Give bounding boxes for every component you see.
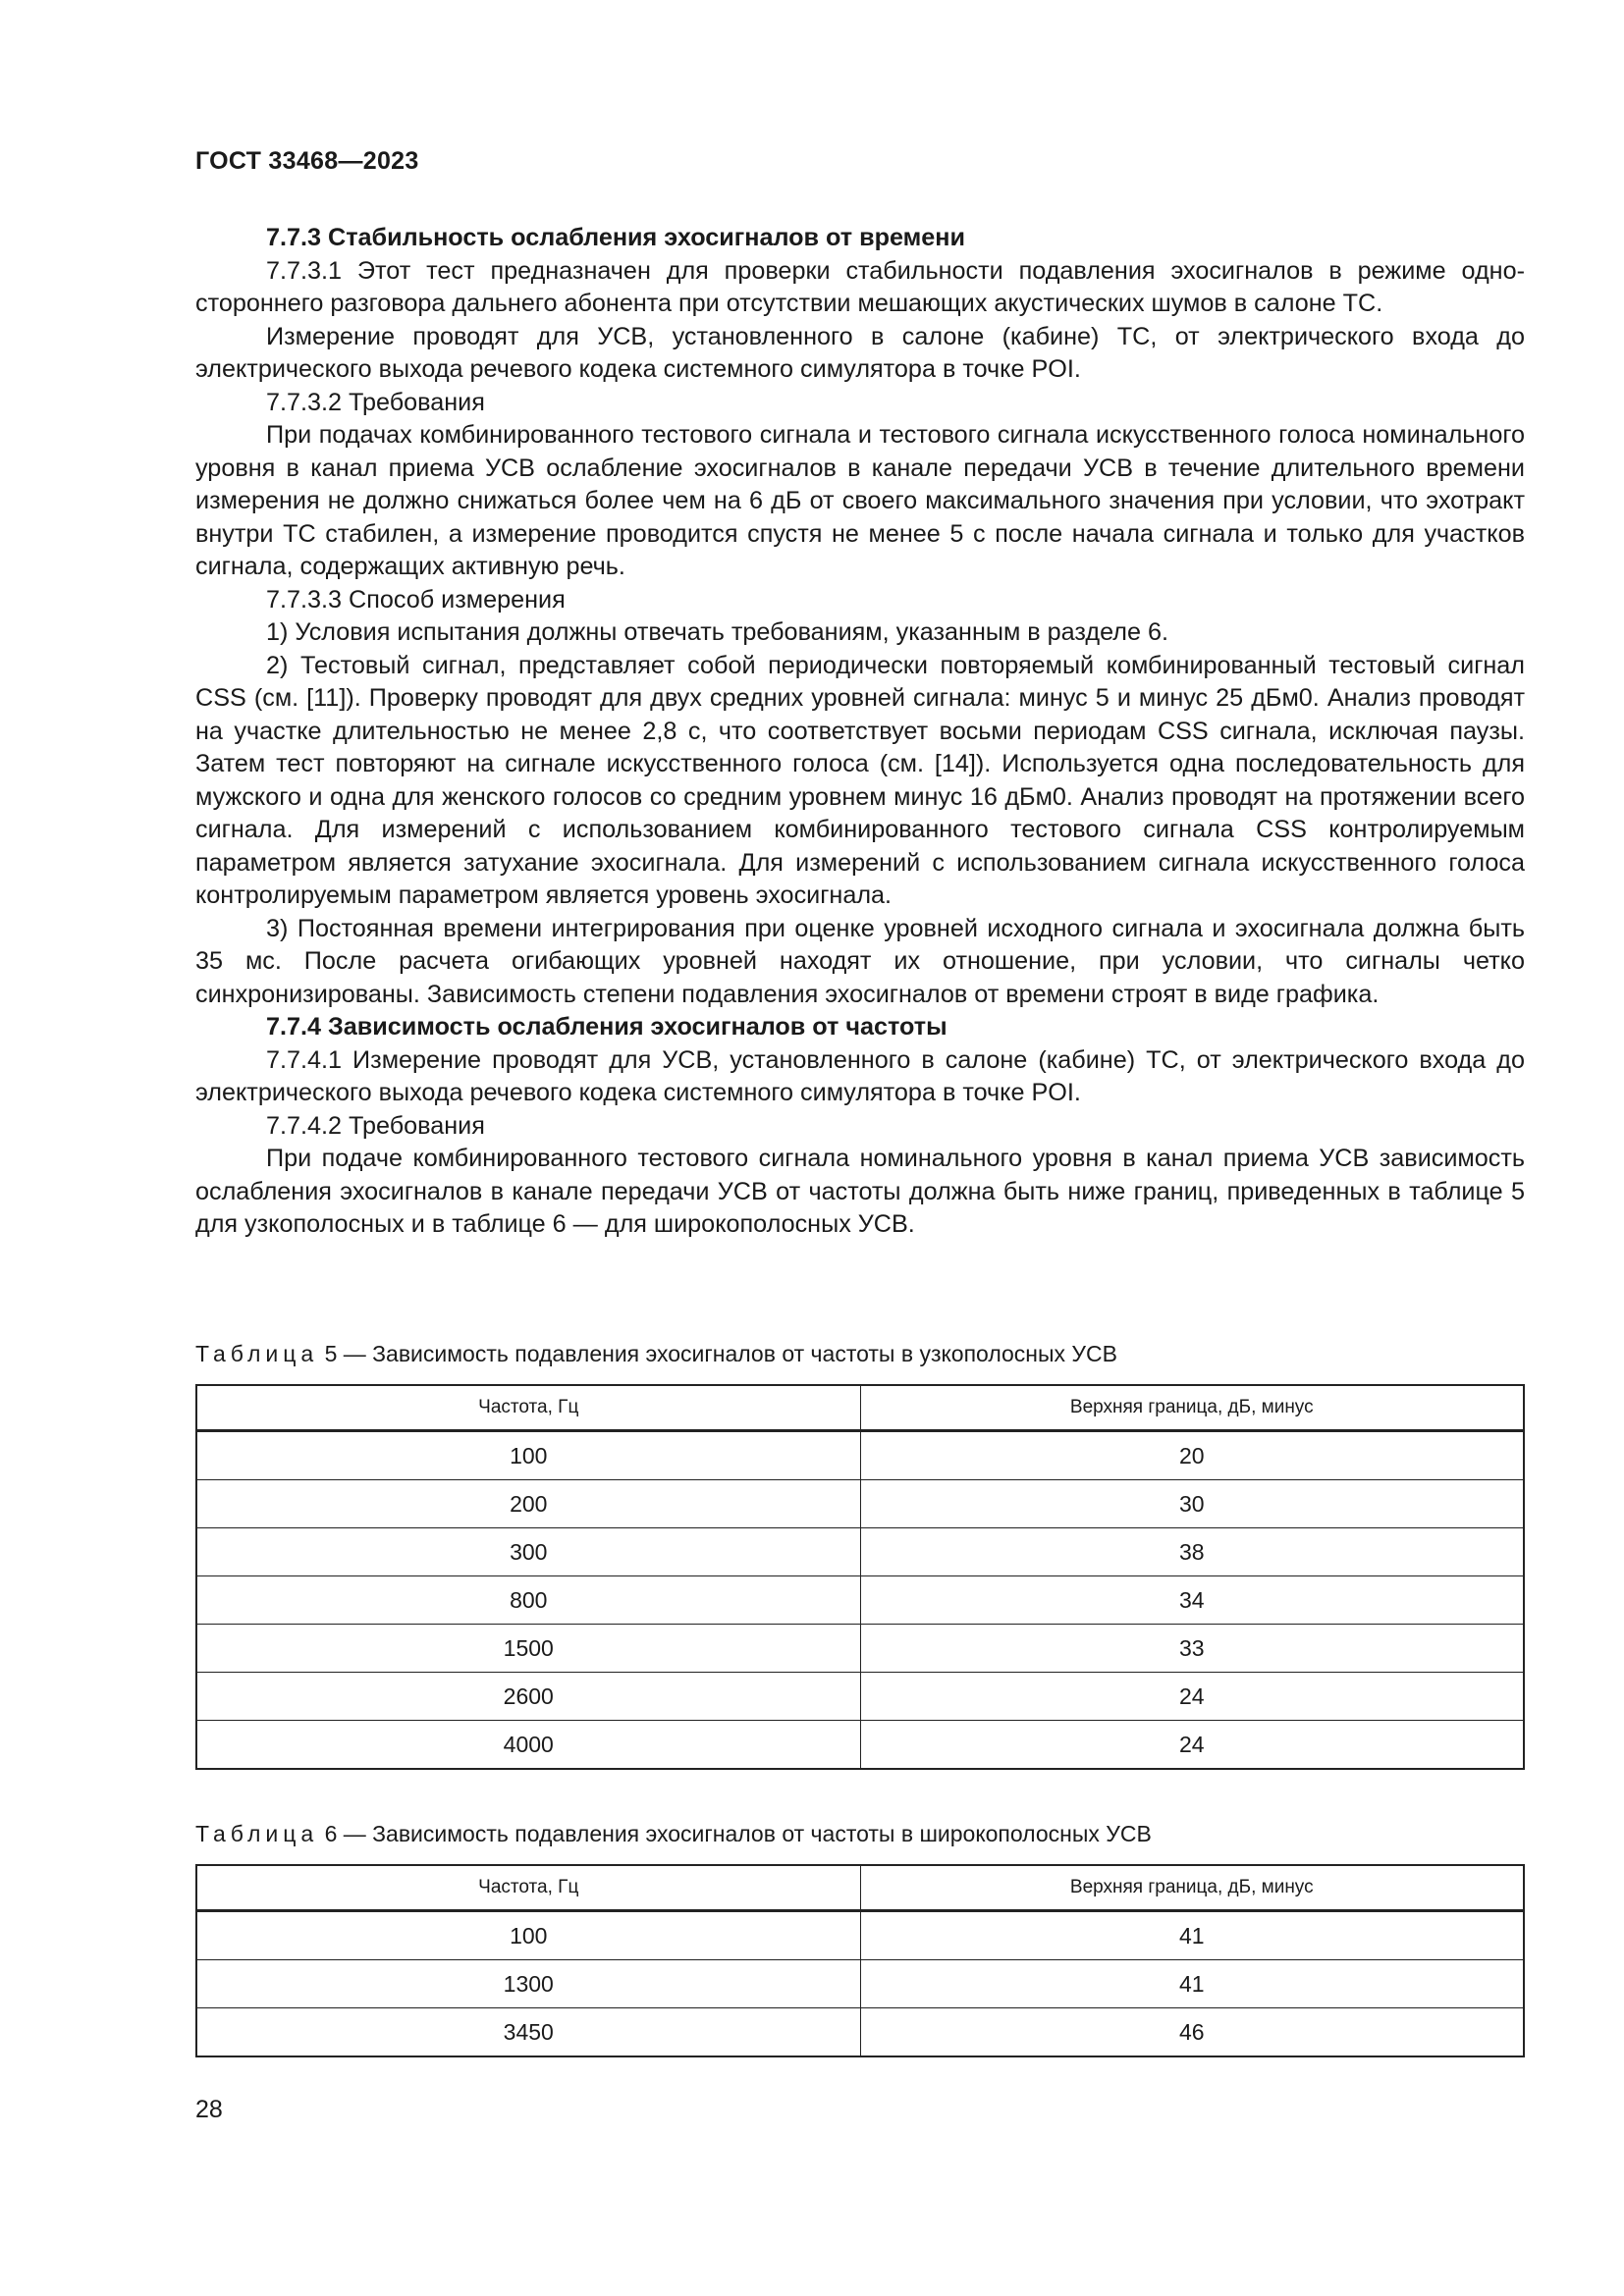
table-row	[196, 1480, 1524, 1528]
page-number: 28	[195, 2096, 223, 2123]
cell-limit: 33	[860, 1625, 1524, 1673]
cell-frequency: 4000	[196, 1721, 860, 1770]
section-heading: 7.7.3 Стабильность ослабления эхосигналов от времени	[266, 224, 965, 251]
cell-limit: 41	[860, 1960, 1524, 2008]
column-header-upper-limit: Верхняя граница, дБ, минус	[860, 1385, 1524, 1431]
column-header-frequency: Частота, Гц	[196, 1385, 860, 1431]
column-header-upper-limit: Верхняя граница, дБ, минус	[860, 1865, 1524, 1911]
cell-frequency: 1500	[196, 1625, 860, 1673]
standard-header: ГОСТ 33468—2023	[195, 147, 419, 175]
cell-limit: 38	[860, 1528, 1524, 1576]
cell-limit: 41	[860, 1911, 1524, 1960]
cell-frequency: 100	[196, 1911, 860, 1960]
table-5	[195, 1384, 1525, 1770]
cell-limit: 20	[860, 1431, 1524, 1480]
table-row	[196, 1528, 1524, 1576]
cell-frequency: 800	[196, 1576, 860, 1625]
table-row	[196, 1673, 1524, 1721]
cell-frequency: 2600	[196, 1673, 860, 1721]
paragraph: При подаче комбинированного тестового сигнала номинального уровня в канал приема УСВ зависимость ослабления эхосигналов в канале передачи УСВ от частоты должна быть ниже границ, приведенных в таблице 5 для узкополосных и в таблице 6 — для широкополосных УСВ.	[195, 1145, 1525, 1238]
paragraph: 3) Постоянная времени интегрирования при оценке уровней исходного сигнала и эхосигнала должна быть 35 мс. После расчета огибающих уровней находят их отношение, при условии, что сигналы четко синхронизированы. Зависимость степени подавления эхосигналов от времени строят в виде графика.	[195, 914, 1525, 1008]
table-row	[196, 1960, 1524, 2008]
cell-limit: 24	[860, 1721, 1524, 1770]
table-5-caption	[195, 1339, 1117, 1368]
paragraph: При подачах комбинированного тестового сигнала и тестового сигнала искусственного голоса номинального уровня в канал приема УСВ ослабление эхосигналов в канале передачи УСВ в течение длительного времени измерения не должно снижаться более чем на 6 дБ от своего максимального значения при условии, что эхотракт внутри ТС стабилен, а измерение проводится спустя не менее 5 с после начала сигнала и только для участков сигнала, содержащих активную речь.	[195, 421, 1525, 580]
table-row	[196, 1911, 1524, 1960]
paragraph: 7.7.3.1 Этот тест предназначен для проверки стабильности подавления эхосигналов в режиме одностороннего разговора дальнего абонента при отсутствии мешающих акустических шумов в салоне ТС.	[195, 256, 1525, 317]
paragraph: 1) Условия испытания должны отвечать требованиям, указанным в разделе 6.	[266, 618, 1168, 646]
table-caption-text: 6 — Зависимость подавления эхосигналов от частоты в широкополосных УСВ	[324, 1821, 1152, 1846]
paragraph: 7.7.4.1 Измерение проводят для УСВ, установленного в салоне (кабине) ТС, от электрического входа до электрического выхода речевого кодека системного симулятора в точке POI.	[195, 1045, 1525, 1106]
cell-limit: 30	[860, 1480, 1524, 1528]
section-heading: 7.7.4 Зависимость ослабления эхосигналов от частоты	[266, 1013, 947, 1041]
cell-frequency: 100	[196, 1431, 860, 1480]
table-6	[195, 1864, 1525, 2057]
table-caption-text: 5 — Зависимость подавления эхосигналов от частоты в узкополосных УСВ	[324, 1341, 1117, 1366]
table-header-row	[196, 1865, 1524, 1911]
table-row	[196, 1625, 1524, 1673]
paragraph: 7.7.3.2 Требования	[266, 388, 485, 416]
cell-limit: 34	[860, 1576, 1524, 1625]
table-6-caption	[195, 1819, 1152, 1848]
table-label: Таблица	[195, 1341, 319, 1366]
table-label: Таблица	[195, 1821, 319, 1846]
paragraph: 2) Тестовый сигнал, представляет собой периодически повторяемый комбинированный тестовый сигнал CSS (см. [11]). Проверку проводят для двух средних уровней сигнала: минус 5 и минус 25 дБм0. Анализ проводят на участке длительностью не менее 2,8 с, что соответствует восьми периодам CSS сигнала, исключая паузы. Затем тест повторяют на сигнале искусственного голоса (см. [14]). Используется одна последовательность для мужского и одна для женского голосов со средним уровнем минус 16 дБм0. Анализ проводят на протяжении всего сигнала. Для измерений с использованием комбинированного тестового сигнала CSS контролируемым параметром является затухание эхосигнала. Для измерений с использованием сигнала искусственного голоса контролируемым параметром является уровень эхосигнала.	[195, 651, 1525, 909]
column-header-frequency: Частота, Гц	[196, 1865, 860, 1911]
paragraph: Измерение проводят для УСВ, установленного в салоне (кабине) ТС, от электрического входа до электрического выхода речевого кодека системного симулятора в точке POI.	[195, 322, 1525, 383]
cell-frequency: 300	[196, 1528, 860, 1576]
cell-frequency: 3450	[196, 2008, 860, 2057]
table-header-row	[196, 1385, 1524, 1431]
table-row	[196, 2008, 1524, 2057]
cell-frequency: 1300	[196, 1960, 860, 2008]
paragraph: 7.7.3.3 Способ измерения	[266, 585, 566, 614]
table-row	[196, 1721, 1524, 1770]
paragraph: 7.7.4.2 Требования	[266, 1111, 485, 1140]
table-row	[196, 1431, 1524, 1480]
cell-limit: 24	[860, 1673, 1524, 1721]
cell-frequency: 200	[196, 1480, 860, 1528]
cell-limit: 46	[860, 2008, 1524, 2057]
main-text	[195, 222, 1525, 1242]
table-row	[196, 1576, 1524, 1625]
